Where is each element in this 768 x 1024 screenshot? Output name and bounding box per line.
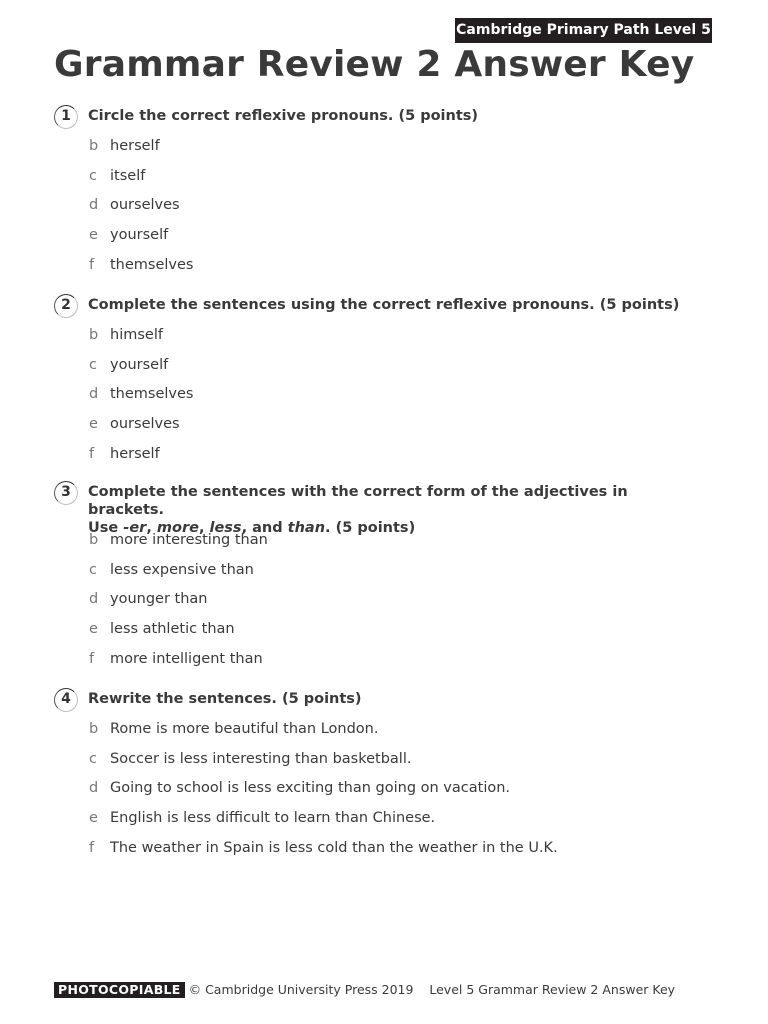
answer-letter: b bbox=[89, 138, 99, 154]
level-badge: Cambridge Primary Path Level 5 bbox=[455, 18, 712, 43]
answer-text: himself bbox=[110, 327, 163, 343]
answer-list bbox=[0, 321, 768, 469]
answer-text: younger than bbox=[110, 591, 208, 608]
answer-letter: d bbox=[89, 197, 99, 214]
term-more: more bbox=[156, 520, 199, 536]
question-prompt-line-2: Use -er, more, less, and than. (5 points) bbox=[88, 520, 416, 536]
answer-letter: e bbox=[89, 416, 98, 433]
answer-text: themselves bbox=[110, 386, 194, 403]
answer-text: themselves bbox=[110, 256, 194, 273]
answer-list bbox=[0, 715, 768, 863]
footer-page-label: Level 5 Grammar Review 2 Answer Key bbox=[429, 982, 676, 997]
answer-letter: e bbox=[89, 227, 98, 244]
term-er: -er bbox=[123, 520, 147, 536]
list-item bbox=[0, 321, 768, 351]
answer-list bbox=[0, 526, 768, 674]
list-item bbox=[0, 556, 768, 586]
term-less: less bbox=[209, 520, 242, 536]
answer-text: ourselves bbox=[110, 416, 180, 433]
answer-list bbox=[0, 132, 768, 280]
answer-letter: c bbox=[89, 750, 97, 767]
list-item bbox=[0, 615, 768, 645]
answer-letter: f bbox=[89, 256, 95, 273]
question-number-badge: 2 bbox=[54, 294, 78, 318]
answer-text: ourselves bbox=[110, 197, 180, 214]
answer-letter: c bbox=[89, 356, 97, 373]
list-item bbox=[0, 191, 768, 221]
list-item bbox=[0, 526, 768, 556]
list-item bbox=[0, 715, 768, 745]
answer-letter: e bbox=[89, 810, 98, 827]
question-prompt: Circle the correct reflexive pronouns. (5 points) bbox=[88, 108, 479, 124]
list-item bbox=[0, 585, 768, 615]
list-item bbox=[0, 162, 768, 192]
question-number-badge: 1 bbox=[54, 105, 78, 129]
list-item bbox=[0, 440, 768, 470]
answer-text: less expensive than bbox=[110, 561, 254, 578]
answer-letter: c bbox=[89, 167, 97, 184]
list-item bbox=[0, 251, 768, 281]
term-than: than bbox=[287, 520, 326, 536]
question-header bbox=[0, 688, 768, 710]
answer-letter: f bbox=[89, 445, 95, 462]
question-header bbox=[0, 105, 768, 127]
answer-text: yourself bbox=[110, 227, 169, 244]
list-item bbox=[0, 132, 768, 162]
answer-text: The weather in Spain is less cold than the weather in the U.K. bbox=[110, 839, 558, 856]
answer-text: herself bbox=[110, 138, 160, 154]
answer-letter: c bbox=[89, 561, 97, 578]
answer-text: itself bbox=[110, 167, 146, 184]
question-4 bbox=[0, 688, 768, 863]
list-item bbox=[0, 804, 768, 834]
list-item bbox=[0, 351, 768, 381]
answer-text: English is less difficult to learn than Chinese. bbox=[110, 810, 436, 827]
page-footer bbox=[54, 982, 675, 998]
answer-letter: b bbox=[89, 532, 99, 548]
answer-text: more interesting than bbox=[110, 532, 268, 548]
list-item bbox=[0, 410, 768, 440]
answer-letter: f bbox=[89, 839, 95, 856]
question-3 bbox=[0, 481, 768, 674]
list-item bbox=[0, 221, 768, 251]
answer-text: yourself bbox=[110, 356, 169, 373]
question-number-badge: 4 bbox=[54, 688, 78, 712]
question-number-badge: 3 bbox=[54, 481, 78, 505]
question-prompt: Complete the sentences using the correct reflexive pronouns. (5 points) bbox=[88, 297, 680, 313]
answer-letter: d bbox=[89, 386, 99, 403]
photocopiable-stamp: PHOTOCOPIABLE bbox=[54, 982, 185, 998]
question-1 bbox=[0, 105, 768, 280]
answer-text: more intelligent than bbox=[110, 650, 263, 667]
question-prompt: Rewrite the sentences. (5 points) bbox=[88, 691, 362, 707]
list-item bbox=[0, 380, 768, 410]
answer-text: less athletic than bbox=[110, 621, 235, 638]
answer-letter: d bbox=[89, 780, 99, 797]
list-item bbox=[0, 745, 768, 775]
list-item bbox=[0, 774, 768, 804]
answer-letter: b bbox=[89, 721, 99, 737]
answer-letter: e bbox=[89, 621, 98, 638]
answer-letter: d bbox=[89, 591, 99, 608]
question-prompt-line-1: Complete the sentences with the correct form of the adjectives in brackets. bbox=[88, 484, 628, 518]
answer-text: Going to school is less exciting than going on vacation. bbox=[110, 780, 511, 797]
question-header bbox=[0, 481, 768, 536]
answer-text: Rome is more beautiful than London. bbox=[110, 721, 379, 737]
copyright-text: © Cambridge University Press 2019 bbox=[188, 982, 414, 997]
list-item bbox=[0, 645, 768, 675]
answer-text: Soccer is less interesting than basketball. bbox=[110, 750, 412, 767]
answer-letter: b bbox=[89, 327, 99, 343]
question-header bbox=[0, 294, 768, 316]
page-title: Grammar Review 2 Answer Key bbox=[54, 44, 695, 85]
question-2 bbox=[0, 294, 768, 469]
list-item bbox=[0, 834, 768, 864]
answer-text: herself bbox=[110, 445, 160, 462]
answer-letter: f bbox=[89, 650, 95, 667]
